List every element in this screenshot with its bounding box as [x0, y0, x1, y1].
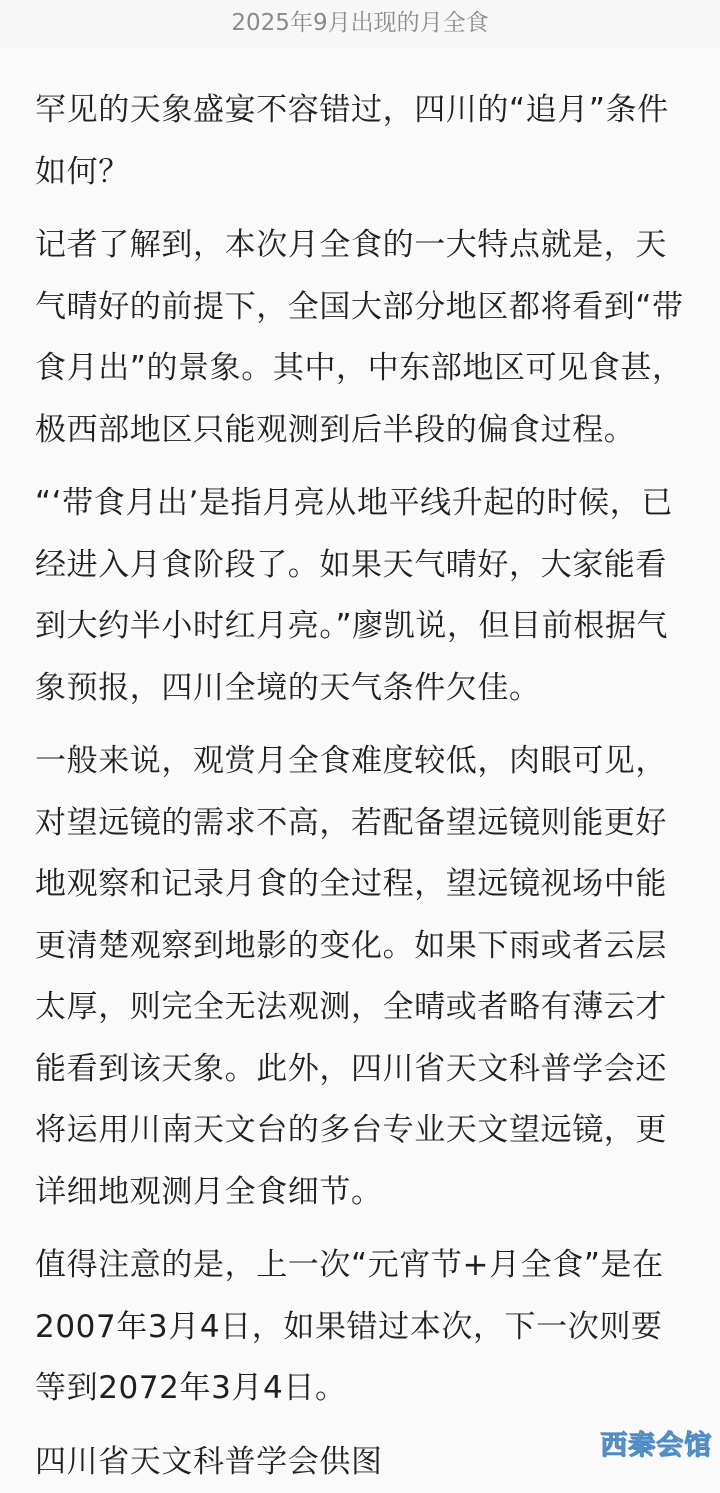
paragraph-observation-tips: 一般来说，观赏月全食难度较低，肉眼可见，对望远镜的需求不高，若配备望远镜则能更好地观察和记录月食的全过程，望远镜视场中能更清楚观察到地影的变化。如果下雨或者云层太厚，则完全无法观测，全晴或者略有薄云才能看到该天象。此外，四川省天文科普学会还将运用川南天文台的多台专业天文望远镜，更详细地观测月全食细节。	[35, 731, 690, 1223]
paragraph-quote: “‘带食月出’是指月亮从地平线升起的时候，已经进入月食阶段了。如果天气晴好，大家能看到大约半小时红月亮。”廖凯说，但目前根据气象预报，四川全境的天气条件欠佳。	[35, 473, 690, 719]
watermark-logo: 西秦会馆	[600, 1428, 712, 1464]
paragraph-overview: 记者了解到，本次月全食的一大特点就是，天气晴好的前提下，全国大部分地区都将看到“带食月出”的景象。其中，中东部地区可见食甚，极西部地区只能观测到后半段的偏食过程。	[35, 215, 690, 461]
photo-credit: 四川省天文科普学会供图	[35, 1432, 690, 1493]
paragraph-question: 罕见的天象盛宴不容错过，四川的“追月”条件如何？	[35, 80, 690, 203]
image-caption: 2025年9月出现的月全食	[0, 0, 720, 48]
article-body	[35, 80, 690, 1493]
paragraph-history: 值得注意的是，上一次“元宵节+月全食”是在2007年3月4日，如果错过本次，下一次则要等到2072年3月4日。	[35, 1235, 690, 1420]
